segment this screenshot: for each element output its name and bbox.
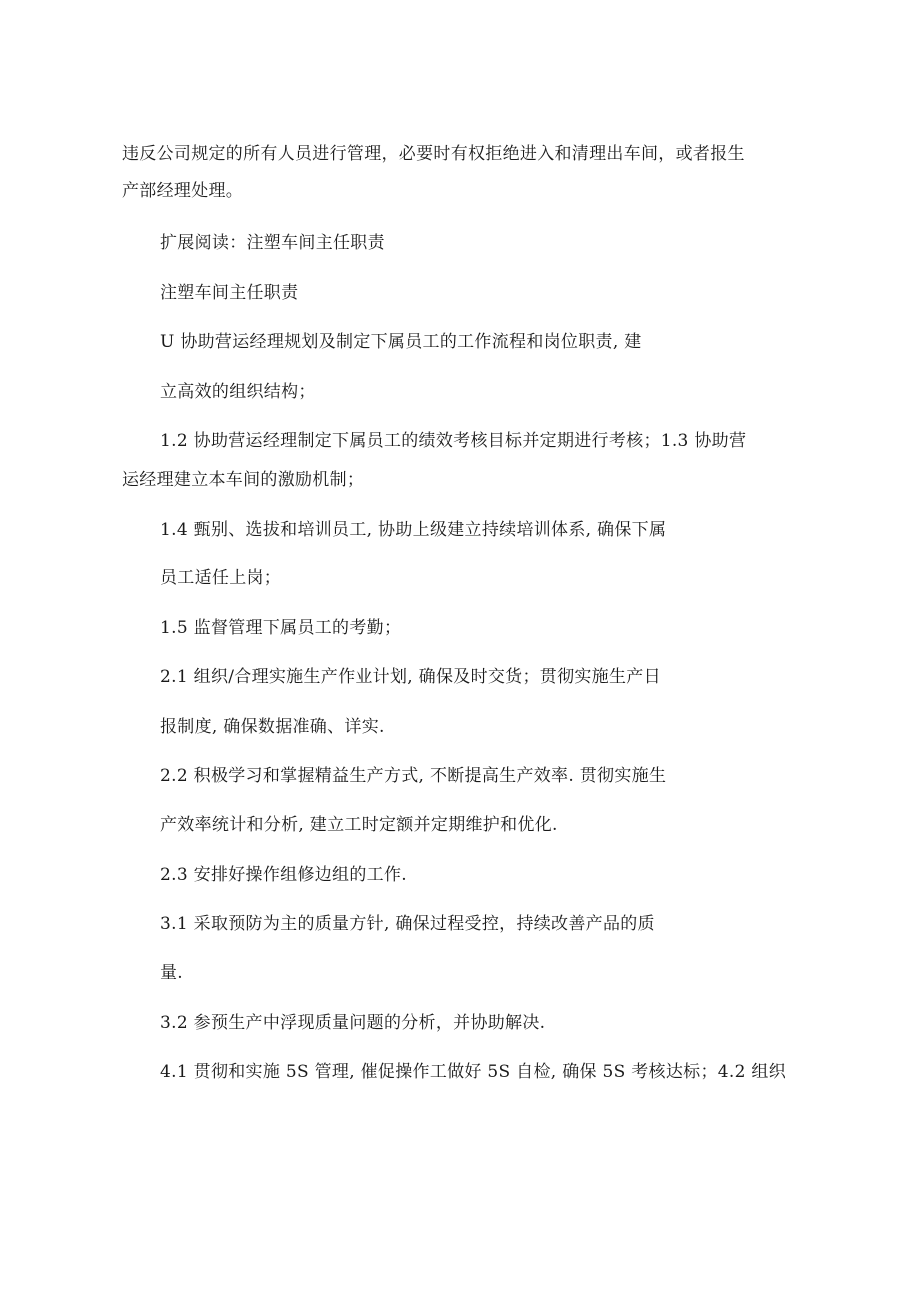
paragraph-line-2: 产部经理处理。 bbox=[122, 181, 244, 201]
extended-reading-heading: 扩展阅读：注塑车间主任职责 bbox=[160, 233, 385, 253]
item-2-1-line-1: 2.1 组织/合理实施生产作业计划, 确保及时交货；贯彻实施生产日 bbox=[160, 667, 661, 687]
item-2-3: 2.3 安排好操作组修边组的工作. bbox=[160, 865, 407, 885]
item-1-4-line-1: 1.4 甄别、选拔和培训员工, 协助上级建立持续培训体系, 确保下属 bbox=[160, 520, 667, 540]
item-3-1-line-1: 3.1 采取预防为主的质量方针, 确保过程受控，持续改善产品的质 bbox=[160, 914, 655, 934]
item-2-1-line-2: 报制度, 确保数据准确、详实. bbox=[160, 717, 385, 737]
item-3-2: 3.2 参预生产中浮现质量问题的分析，并协助解决. bbox=[160, 1013, 546, 1033]
item-1-1-line-1: U 协助营运经理规划及制定下属员工的工作流程和岗位职责, 建 bbox=[160, 332, 642, 352]
item-1-4-line-2: 员工适任上岗； bbox=[160, 568, 282, 588]
item-1-2-line-1: 1.2 协助营运经理制定下属员工的绩效考核目标并定期进行考核；1.3 协助营 bbox=[160, 431, 747, 451]
item-2-2-line-2: 产效率统计和分析, 建立工时定额并定期维护和优化. bbox=[160, 815, 558, 835]
section-title: 注塑车间主任职责 bbox=[160, 283, 299, 303]
paragraph-line-1: 违反公司规定的所有人员进行管理，必要时有权拒绝进入和清理出车间，或者报生 bbox=[122, 144, 745, 164]
item-3-1-line-2: 量. bbox=[160, 963, 184, 983]
item-1-1-line-2: 立高效的组织结构； bbox=[160, 382, 316, 402]
item-2-2-line-1: 2.2 积极学习和掌握精益生产方式, 不断提高生产效率. 贯彻实施生 bbox=[160, 766, 667, 786]
item-1-5: 1.5 监督管理下属员工的考勤； bbox=[160, 618, 402, 638]
item-1-2-line-2: 运经理建立本车间的激励机制； bbox=[122, 470, 365, 490]
item-4-1: 4.1 贯彻和实施 5S 管理, 催促操作工做好 5S 自检, 确保 5S 考核达标；4.2 组织 bbox=[160, 1062, 787, 1082]
